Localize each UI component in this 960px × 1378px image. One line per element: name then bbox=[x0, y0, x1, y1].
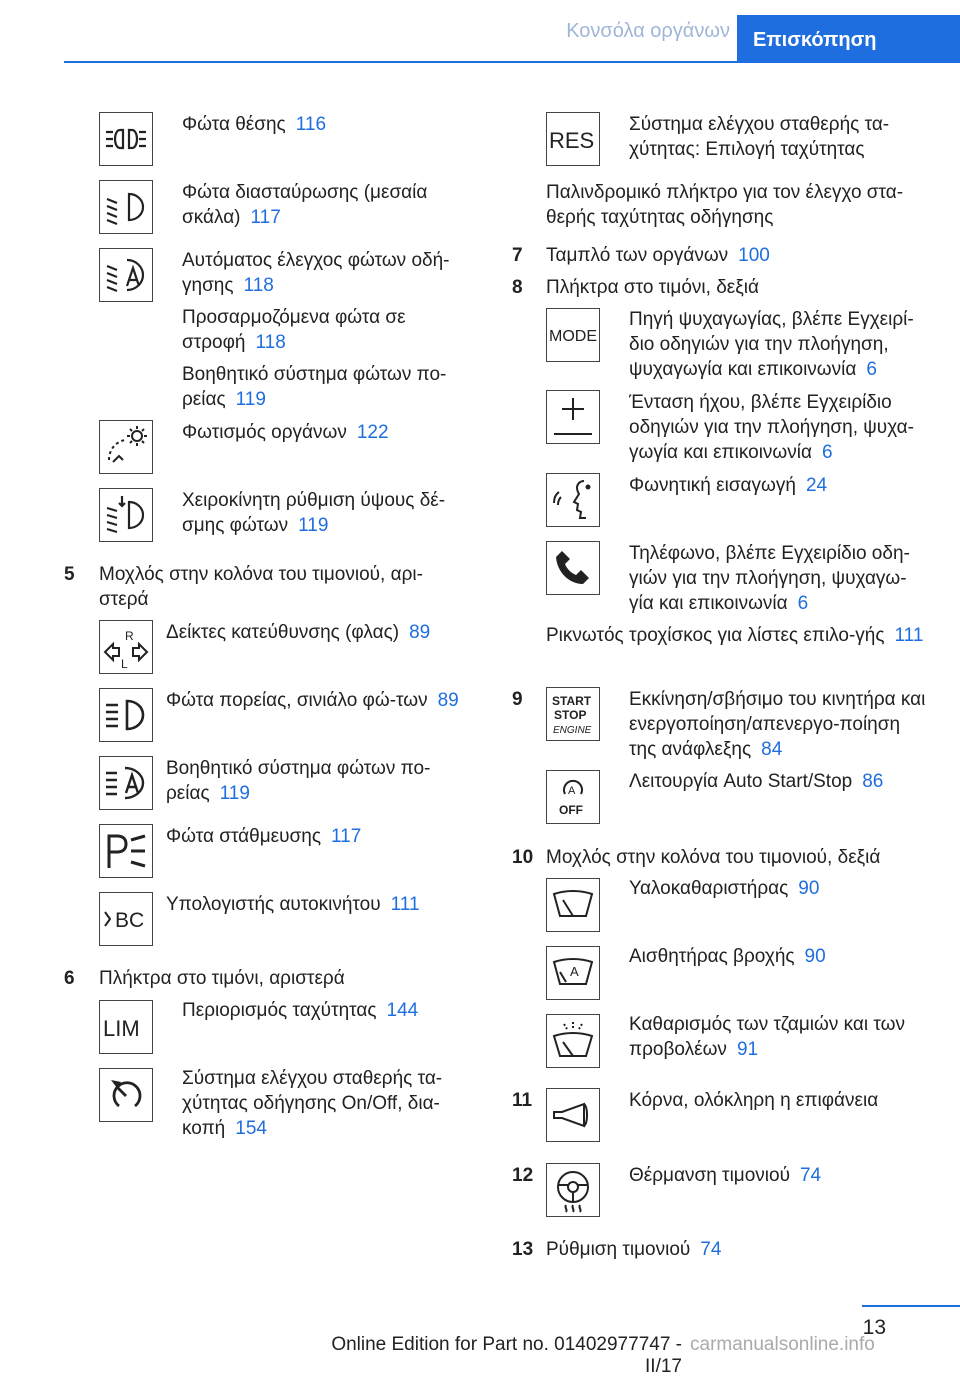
edition-note: Online Edition for Part no. 01402977747 - II/17 bbox=[331, 1334, 682, 1377]
item-text: Πλήκτρα στο τιμόνι, αριστερά bbox=[99, 968, 345, 989]
phone-icon bbox=[546, 541, 600, 595]
item-text: Περιορισμός ταχύτητας 144 bbox=[182, 1000, 419, 1021]
header-rule bbox=[64, 61, 960, 63]
svg-text:A: A bbox=[568, 785, 576, 797]
turn-signal-icon bbox=[99, 620, 153, 674]
headlight-range-icon bbox=[99, 488, 153, 542]
item-text: Σύστημα ελέγχου σταθερής τα-χύτητας: Επιλογή ταχύτητας bbox=[629, 114, 890, 160]
item-text: Φώτα θέσης 116 bbox=[182, 114, 327, 135]
wiper-icon bbox=[546, 878, 600, 932]
page-ref[interactable]: 119 bbox=[298, 515, 329, 536]
page-ref[interactable]: 89 bbox=[437, 690, 459, 711]
item-text: Θέρμανση τιμονιού 74 bbox=[629, 1165, 822, 1186]
svg-text:MODE: MODE bbox=[549, 328, 597, 345]
page-ref[interactable]: 122 bbox=[356, 422, 389, 443]
auto-headlight-icon bbox=[99, 248, 153, 302]
item-number: 5 bbox=[64, 564, 75, 585]
item-text: Λειτουργία Auto Start/Stop 86 bbox=[629, 771, 884, 792]
low-beam-icon bbox=[99, 180, 153, 234]
svg-text:ENGINE: ENGINE bbox=[553, 725, 592, 736]
page-ref[interactable]: 74 bbox=[799, 1165, 822, 1186]
parking-lamp-icon bbox=[99, 824, 153, 878]
speed-limiter-icon bbox=[99, 1000, 153, 1054]
svg-text:L: L bbox=[121, 657, 128, 671]
volume-icon bbox=[546, 390, 600, 444]
high-beam-assist-icon bbox=[99, 756, 153, 810]
item-text: Σύστημα ελέγχου σταθερής τα-χύτητας οδήγησης On/Off, δια-κοπή 154 bbox=[182, 1068, 443, 1139]
cruise-control-icon bbox=[99, 1068, 153, 1122]
page-ref[interactable]: 154 bbox=[235, 1118, 267, 1139]
item-text: Εκκίνηση/σβήσιμο του κινητήρα και ενεργοποίηση/απενεργο-ποίηση της ανάφλεξης 84 bbox=[629, 689, 926, 760]
item-text: Πηγή ψυχαγωγίας, βλέπε Εγχειρί-διο οδηγιών για την πλοήγηση, ψυχαγωγία και επικοινωνία 6 bbox=[629, 309, 914, 380]
item-text: Βοηθητικό σύστημα φώτων πο-ρείας 119 bbox=[166, 758, 431, 804]
page-ref[interactable]: 100 bbox=[738, 245, 770, 266]
page-ref[interactable]: 117 bbox=[331, 826, 362, 847]
page-ref[interactable]: 119 bbox=[219, 783, 250, 804]
svg-text:OFF: OFF bbox=[559, 803, 583, 817]
item-text: Υπολογιστής αυτοκινήτου 111 bbox=[166, 894, 420, 915]
page-ref[interactable]: 117 bbox=[250, 207, 281, 228]
page-number: 13 bbox=[862, 1316, 886, 1339]
resume-icon bbox=[546, 112, 600, 166]
item-text: Φωνητική εισαγωγή 24 bbox=[629, 475, 828, 496]
item-number: 7 bbox=[512, 245, 523, 266]
page-ref[interactable]: 6 bbox=[866, 359, 877, 380]
section-title[interactable]: Κονσόλα οργάνων bbox=[566, 20, 730, 42]
item-number: 8 bbox=[512, 277, 523, 298]
tab-overview[interactable]: Επισκόπηση bbox=[737, 15, 960, 61]
rain-sensor-icon bbox=[546, 946, 600, 1000]
steering-heating-icon bbox=[546, 1163, 600, 1217]
item-text: Χειροκίνητη ρύθμιση ύψους δέ-σμης φώτων 119 bbox=[182, 490, 446, 536]
page-ref[interactable]: 91 bbox=[736, 1039, 759, 1060]
item-text: Ρύθμιση τιμονιού 74 bbox=[546, 1239, 722, 1260]
page-ref[interactable]: 90 bbox=[798, 878, 820, 899]
page-ref[interactable]: 86 bbox=[862, 771, 884, 792]
item-text: Κόρνα, ολόκληρη η επιφάνεια bbox=[629, 1090, 879, 1111]
item-number: 13 bbox=[512, 1239, 534, 1260]
svg-text:A: A bbox=[570, 964, 579, 979]
horn-icon bbox=[546, 1088, 600, 1142]
item-text: Δείκτες κατεύθυνσης (φλας) 89 bbox=[166, 622, 431, 643]
item-text: Ένταση ήχου, βλέπε Εγχειρίδιο οδηγιών για την πλοήγηση, ψυχα-γωγία και επικοινωνία 6 bbox=[629, 392, 914, 463]
svg-text:BC: BC bbox=[115, 909, 145, 932]
auto-start-stop-icon bbox=[546, 770, 600, 824]
page-ref[interactable]: 74 bbox=[700, 1239, 722, 1260]
item-text: Υαλοκαθαριστήρας 90 bbox=[629, 878, 820, 899]
item-text: Φώτα πορείας, σινιάλο φώ-των 89 bbox=[166, 690, 459, 711]
item-text: Φώτα διασταύρωσης (μεσαία σκάλα) 117 bbox=[182, 182, 428, 228]
svg-text:START: START bbox=[552, 694, 592, 708]
item-number: 10 bbox=[512, 847, 534, 868]
page-ref[interactable]: 84 bbox=[761, 739, 783, 760]
page-ref[interactable]: 24 bbox=[805, 475, 828, 496]
page-ref[interactable]: 89 bbox=[409, 622, 431, 643]
item-number: 6 bbox=[64, 968, 75, 989]
footer-rule bbox=[862, 1305, 960, 1307]
instrument-lighting-icon bbox=[99, 420, 153, 474]
page-ref[interactable]: 111 bbox=[894, 625, 924, 646]
item-text: Μοχλός στην κολόνα του τιμονιού, δεξιά bbox=[546, 847, 881, 868]
start-stop-icon bbox=[546, 687, 600, 741]
page-header bbox=[0, 0, 960, 62]
page-ref[interactable]: 144 bbox=[386, 1000, 419, 1021]
page-ref[interactable]: 118 bbox=[243, 275, 274, 296]
page-ref[interactable]: 6 bbox=[797, 593, 809, 614]
watermark[interactable]: carmanualsonline.info bbox=[690, 1334, 875, 1355]
page-ref[interactable]: 118 bbox=[255, 332, 286, 353]
page-ref[interactable]: 90 bbox=[804, 946, 826, 967]
svg-text:STOP: STOP bbox=[554, 708, 587, 722]
item-text: Παλινδρομικό πλήκτρο για τον έλεγχο στα-θερής ταχύτητας οδήγησης bbox=[546, 182, 904, 228]
onboard-computer-icon bbox=[99, 892, 153, 946]
washer-icon bbox=[546, 1014, 600, 1068]
svg-text:R: R bbox=[125, 629, 134, 643]
item-number: 9 bbox=[512, 689, 523, 710]
item-text: Τηλέφωνο, βλέπε Εγχειρίδιο οδη-γιών για την πλοήγηση, ψυχαγω-γία και επικοινωνία 6 bbox=[629, 543, 910, 614]
item-text: Φώτα στάθμευσης 117 bbox=[166, 826, 362, 847]
item-text: Φωτισμός οργάνων 122 bbox=[182, 422, 389, 443]
svg-text:LIM: LIM bbox=[103, 1016, 140, 1041]
item-text: Βοηθητικό σύστημα φώτων πο-ρείας 119 bbox=[182, 364, 447, 410]
page-ref[interactable]: 111 bbox=[390, 894, 420, 915]
item-text: Αυτόματος έλεγχος φώτων οδή-γησης 118 bbox=[182, 250, 450, 296]
parking-light-icon bbox=[99, 112, 153, 166]
item-text: Ταμπλό των οργάνων 100 bbox=[546, 245, 770, 266]
page-ref[interactable]: 119 bbox=[235, 389, 266, 410]
svg-text:RES: RES bbox=[549, 128, 595, 153]
item-number: 11 bbox=[512, 1090, 533, 1111]
item-text: Ρικνωτός τροχίσκος για λίστες επιλο-γής 111 bbox=[546, 625, 924, 646]
item-text: Πλήκτρα στο τιμόνι, δεξιά bbox=[546, 277, 759, 298]
item-text: Μοχλός στην κολόνα του τιμονιού, αρι-στερά bbox=[99, 564, 423, 610]
item-text: Καθαρισμός των τζαμιών και των προβολέων 91 bbox=[629, 1014, 905, 1060]
mode-icon bbox=[546, 308, 600, 362]
page-ref[interactable]: 6 bbox=[821, 442, 833, 463]
item-text: Αισθητήρας βροχής 90 bbox=[629, 946, 826, 967]
high-beam-icon bbox=[99, 688, 153, 742]
item-text: Προσαρμοζόμενα φώτα σε στροφή 118 bbox=[182, 307, 406, 353]
item-number: 12 bbox=[512, 1165, 534, 1186]
voice-input-icon bbox=[546, 473, 600, 527]
page-ref[interactable]: 116 bbox=[295, 114, 327, 135]
